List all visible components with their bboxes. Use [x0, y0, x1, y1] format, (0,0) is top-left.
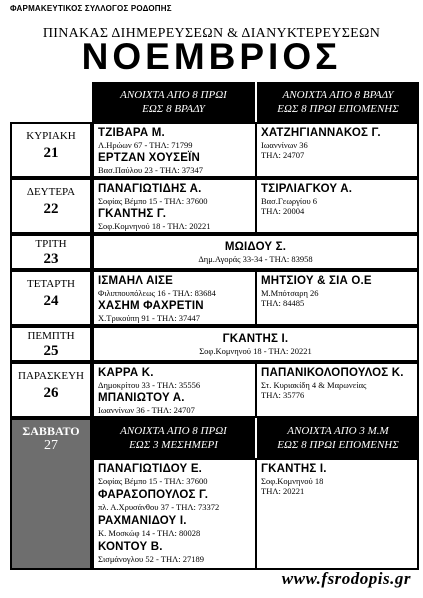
website-link[interactable]: www.fsrodopis.gr [281, 569, 411, 588]
pharmacy-address: Λ.Ηρώων 67 - ΤΗΛ: 71799 [98, 140, 193, 150]
pharmacy-address: Βασ.Παύλου 23 - ΤΗΛ: 37347 [98, 165, 203, 175]
pharmacy-name: ΧΑΤΖΗΓΙΑΝΝΑΚΟΣ Γ. [261, 127, 381, 139]
pharmacy-address: Στ. Κυριακίδη 4 & Μαρωνείας [261, 380, 367, 390]
pharmacy-name: ΓΚΑΝΤΗΣ Ι. [222, 333, 289, 345]
pharmacy-address: Σοφ.Κομνηνού 18 - ΤΗΛ: 20221 [199, 346, 312, 356]
wednesday-night-pharmacy [255, 270, 419, 326]
pharmacy-address: Σοφ.Κομνηνού 18 - ΤΗΛ: 20221 [98, 221, 211, 231]
pharmacy-phone: ΤΗΛ: 35776 [261, 390, 305, 400]
pharmacy-address: Βασ.Γεωργίου 6 [261, 196, 318, 206]
pharmacy-name: ΠΑΠΑΝΙΚΟΛΟΠΟΥΛΟΣ Κ. [261, 367, 404, 379]
friday-day-pharmacies [92, 362, 257, 418]
pharmacy-address: Δημοκρίτου 33 - ΤΗΛ: 35556 [98, 380, 201, 390]
day-label-saturday: ΣΑΒΒΑΤΟ 27 [10, 418, 92, 570]
pharmacy-phone: ΤΗΛ: 24707 [261, 150, 305, 160]
pharmacy-name: ΕΡΤΖΑΝ ΧΟΥΣΕΪΝ [98, 152, 201, 164]
pharmacy-name: ΙΣΜΑΗΛ ΑΙΣΕ [98, 275, 173, 287]
pharmacy-phone: ΤΗΛ: 84485 [261, 298, 305, 308]
pharmacy-address: Κ. Μοσκώφ 14 - ΤΗΛ: 80028 [98, 528, 201, 538]
day-label-wednesday: ΤΕΤΑΡΤΗ 24 [10, 270, 92, 326]
saturday-afternoon-pharmacy [255, 458, 419, 570]
day-shift-header: ΑΝΟΙΧΤΑ ΑΠΟ 8 ΠΡΩΙ ΕΩΣ 8 ΒΡΑΔΥ [92, 82, 255, 122]
day-label-sunday: ΚΥΡΙΑΚΗ 21 [10, 122, 92, 178]
pharmacy-address: Σισμάνογλου 52 - ΤΗΛ: 27189 [98, 554, 205, 564]
pharmacy-address: Ιωαννίνων 36 - ΤΗΛ: 24707 [98, 405, 195, 415]
pharmacy-phone: ΤΗΛ: 20221 [261, 486, 305, 496]
pharmacy-name: ΧΑΣΗΜ ΦΑΧΡΕΤΙΝ [98, 300, 204, 312]
pharmacy-address: Σοφ.Κομνηνού 18 [261, 476, 324, 486]
table-subtitle: ΠΙΝΑΚΑΣ ΔΙΗΜΕΡΕΥΣΕΩΝ & ΔΙΑΝΥΚΤΕΡΕΥΣΕΩΝ [42, 26, 381, 41]
monday-day-pharmacies [92, 178, 257, 234]
saturday-afternoon-header: ΑΝΟΙΧΤΑ ΑΠΟ 3 Μ.Μ ΕΩΣ 8 ΠΡΩΙ ΕΠΟΜΕΝΗΣ [257, 418, 419, 458]
tuesday-24h-pharmacy [92, 234, 419, 270]
pharmacy-name: ΠΑΝΑΓΙΩΤΙΔΗΣ Α. [98, 183, 202, 195]
pharmacy-phone: ΤΗΛ: 20004 [261, 206, 305, 216]
thursday-24h-pharmacy [92, 326, 419, 362]
pharmacy-name: ΓΚΑΝΤΗΣ Ι. [261, 463, 327, 475]
day-label-monday: ΔΕΥΤΕΡΑ 22 [10, 178, 92, 234]
sunday-night-pharmacy [255, 122, 419, 178]
sunday-day-pharmacies [92, 122, 257, 178]
day-label-friday: ΠΑΡΑΣΚΕΥΗ 26 [10, 362, 92, 418]
day-label-tuesday: ΤΡΙΤΗ 23 [10, 234, 92, 270]
wednesday-day-pharmacies [92, 270, 257, 326]
pharmacy-name: ΦΑΡΑΣΟΠΟΥΛΟΣ Γ. [98, 489, 209, 501]
saturday-morning-pharmacies [92, 458, 257, 570]
pharmacy-address: Μ.Μπότσαρη 26 [261, 288, 319, 298]
saturday-morning-header: ΑΝΟΙΧΤΑ ΑΠΟ 8 ΠΡΩΙ ΕΩΣ 3 ΜΕΣΗΜΕΡΙ [92, 418, 255, 458]
pharmacy-name: ΠΑΝΑΓΙΩΤΙΔΟΥ Ε. [98, 463, 203, 475]
pharmacy-name: ΤΣΙΡΛΙΑΓΚΟΥ Α. [261, 183, 353, 195]
pharmacy-address: Δημ.Αγοράς 33-34 - ΤΗΛ: 83958 [198, 254, 313, 264]
pharmacy-name: ΚΑΡΡΑ Κ. [98, 367, 154, 379]
pharmacy-name: ΓΚΑΝΤΗΣ Γ. [98, 208, 167, 220]
night-shift-header: ΑΝΟΙΧΤΑ ΑΠΟ 8 ΒΡΑΔΥ ΕΩΣ 8 ΠΡΩΙ ΕΠΟΜΕΝΗΣ [257, 82, 419, 122]
pharmacy-name: ΚΟΝΤΟΥ Β. [98, 541, 163, 553]
pharmacy-address: Σοφίας Βέμπο 15 - ΤΗΛ: 37600 [98, 196, 208, 206]
pharmacy-name: ΜΗΤΣΙΟΥ & ΣΙΑ Ο.Ε [261, 275, 372, 287]
friday-night-pharmacy [255, 362, 419, 418]
pharmacy-name: ΤΖΙΒΑΡΑ Μ. [98, 127, 165, 139]
pharmacy-name: ΜΩΙΔΟΥ Σ. [224, 241, 287, 253]
pharmacy-name: ΜΠΑΝΙΩΤΟΥ Α. [98, 392, 185, 404]
monday-night-pharmacy [255, 178, 419, 234]
pharmacy-address: Φιλιππουπόλεως 16 - ΤΗΛ: 83684 [98, 288, 216, 298]
month-title: ΝΟΕΜΒΡΙΟΣ [81, 36, 342, 77]
day-label-thursday: ΠΕΜΠΤΗ 25 [10, 326, 92, 362]
pharmacy-address: Ιωαννίνων 36 [261, 140, 308, 150]
pharmacy-address: Χ.Τρικούπη 91 - ΤΗΛ: 37447 [98, 313, 201, 323]
pharmacy-address: πλ. Α.Χρυσάνθου 37 - ΤΗΛ: 73372 [98, 502, 220, 512]
pharmacy-name: ΡΑΧΜΑΝΙΔΟΥ Ι. [98, 515, 187, 527]
association-name: ΦΑΡΜΑΚΕΥΤΙΚΟΣ ΣΥΛΛΟΓΟΣ ΡΟΔΟΠΗΣ [10, 4, 172, 13]
pharmacy-address: Σοφίας Βέμπο 15 - ΤΗΛ: 37600 [98, 476, 208, 486]
